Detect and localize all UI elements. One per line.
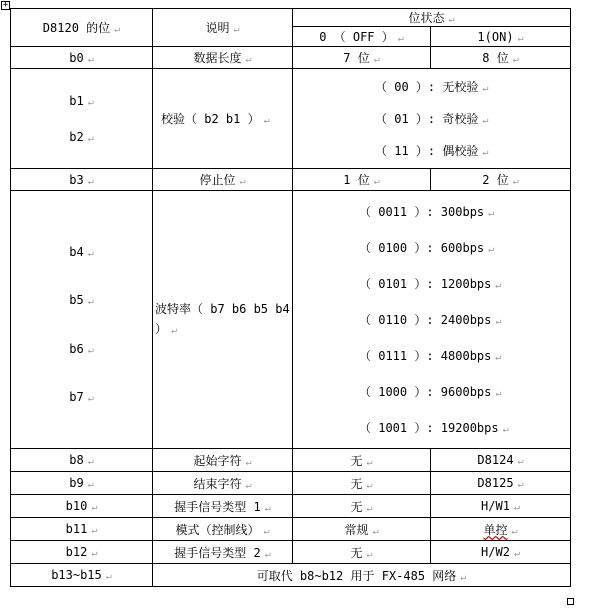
paragraph-mark-icon: ↵: [517, 32, 524, 44]
cell-text: 模式（控制线）: [175, 522, 260, 537]
options-cell: [293, 69, 571, 169]
cell-text: b3: [69, 172, 84, 187]
paragraph-mark-icon: ↵: [495, 280, 502, 291]
header-bit: [11, 9, 153, 47]
zero-cell: [293, 495, 431, 518]
table-row: [11, 541, 571, 564]
cell-text: 常规: [344, 522, 369, 537]
cell-text: b8: [69, 453, 84, 467]
desc-cell: [153, 449, 293, 472]
cell-text: H/W2: [481, 545, 510, 559]
paragraph-mark-icon: ↵: [245, 54, 252, 65]
bit-cell: [11, 191, 153, 449]
cell-text: （ 0101 ）: 1200bps: [359, 277, 492, 291]
paragraph-mark-icon: ↵: [91, 502, 98, 513]
cell-text: b6: [69, 341, 84, 356]
desc-cell: [153, 541, 293, 564]
table-row: [11, 449, 571, 472]
paragraph-mark-icon: ↵: [373, 176, 380, 187]
bit-cell: [11, 564, 153, 587]
cell-text: b13~b15: [51, 568, 102, 582]
paragraph-mark-icon: ↵: [263, 115, 270, 126]
paragraph-mark-icon: ↵: [513, 502, 520, 513]
paragraph-mark-icon: ↵: [373, 54, 380, 65]
header-desc: [153, 9, 293, 47]
header-state: [293, 9, 571, 27]
cell-text: 8 位: [482, 51, 509, 65]
desc-cell: [153, 191, 293, 449]
one-cell: [431, 169, 571, 191]
table-row: [11, 472, 571, 495]
cell-text: 2 位: [482, 173, 509, 187]
cell-text: （ 1000 ）: 9600bps: [359, 385, 492, 399]
options-cell: [293, 191, 571, 449]
paragraph-mark-icon: ↵: [87, 393, 94, 405]
paragraph-mark-icon: ↵: [495, 316, 502, 327]
paragraph-mark-icon: ↵: [488, 208, 495, 219]
header-one: [431, 27, 571, 47]
desc-cell: [153, 518, 293, 541]
one-cell: [431, 541, 571, 564]
cell-text: 校验（ b2 b1 ）: [161, 112, 260, 126]
cell-text: 无: [350, 476, 363, 491]
paragraph-mark-icon: ↵: [512, 54, 519, 65]
paragraph-mark-icon: ↵: [366, 548, 373, 560]
table-row: [11, 191, 571, 449]
desc-cell: [153, 47, 293, 69]
one-cell: [431, 472, 571, 495]
cell-text: 7 位: [343, 51, 370, 65]
cell-text: 停止位: [199, 173, 236, 187]
zero-cell: [293, 169, 431, 191]
paragraph-mark-icon: ↵: [482, 83, 489, 94]
paragraph-mark-icon: ↵: [460, 571, 467, 583]
table-row: [11, 69, 571, 169]
paragraph-mark-icon: ↵: [105, 571, 112, 582]
paragraph-mark-icon: ↵: [87, 175, 94, 187]
cell-text: b7: [69, 390, 84, 405]
zero-cell: [293, 47, 431, 69]
cell-text: 1 位: [343, 173, 370, 187]
bit-cell: [11, 495, 153, 518]
table-row: [11, 47, 571, 69]
cell-text: D8125: [477, 476, 514, 490]
paragraph-mark-icon: ↵: [87, 296, 94, 308]
paragraph-mark-icon: ↵: [263, 525, 270, 537]
bit-cell: [11, 169, 153, 191]
cell-text: 1(ON): [477, 29, 514, 44]
cell-text: （ 11 ）: 偶校验: [375, 144, 479, 158]
cell-text: 位状态: [408, 11, 445, 25]
table-resize-handle[interactable]: [567, 598, 574, 605]
paragraph-mark-icon: ↵: [87, 456, 94, 467]
paragraph-mark-icon: ↵: [87, 247, 94, 259]
cell-text: b4: [69, 244, 84, 259]
header-zero: [293, 27, 431, 47]
cell-text: 无: [350, 499, 363, 514]
cell-text: 说明: [205, 21, 230, 35]
cell-text: 结束字符: [193, 476, 242, 491]
paragraph-mark-icon: ↵: [233, 24, 240, 35]
merged-cell: [153, 564, 571, 587]
table-row: [11, 169, 571, 191]
one-cell: [431, 47, 571, 69]
desc-cell: [153, 69, 293, 169]
paragraph-mark-icon: ↵: [511, 525, 518, 537]
paragraph-mark-icon: ↵: [495, 388, 502, 399]
cell-text: D8124: [477, 453, 514, 467]
cell-text: （ 1001 ）: 19200bps: [359, 421, 499, 435]
cell-text: 数据长度: [193, 51, 242, 65]
cell-text: （ 00 ）: 无校验: [375, 80, 479, 94]
paragraph-mark-icon: ↵: [87, 132, 94, 144]
bit-cell: [11, 69, 153, 169]
cell-text: 波特率（ b7 b6 b5 b4 ）: [155, 301, 290, 336]
one-cell: [431, 495, 571, 518]
cell-text: b12: [65, 545, 88, 559]
bit-cell: [11, 47, 153, 69]
paragraph-mark-icon: ↵: [488, 244, 495, 255]
desc-cell: [153, 169, 293, 191]
paragraph-mark-icon: ↵: [448, 14, 455, 25]
table-move-handle[interactable]: +: [2, 0, 9, 10]
paragraph-mark-icon: ↵: [495, 352, 502, 363]
paragraph-mark-icon: ↵: [366, 502, 373, 514]
cell-text: 握手信号类型 2: [174, 545, 261, 560]
paragraph-mark-icon: ↵: [366, 456, 373, 468]
bit-cell: [11, 541, 153, 564]
d8120-bit-table: [10, 8, 571, 587]
cell-text: b0: [69, 50, 84, 65]
table-row: [11, 564, 571, 587]
cell-text: 可取代 b8~b12 用于 FX-485 网络: [256, 568, 457, 583]
paragraph-mark-icon: ↵: [264, 548, 271, 560]
paragraph-mark-icon: ↵: [513, 548, 520, 559]
zero-cell: [293, 518, 431, 541]
one-cell: [431, 518, 571, 541]
cell-text: b2: [69, 129, 84, 144]
bit-cell: [11, 449, 153, 472]
paragraph-mark-icon: ↵: [264, 502, 271, 514]
paragraph-mark-icon: ↵: [87, 479, 94, 490]
paragraph-mark-icon: ↵: [87, 96, 94, 108]
paragraph-mark-icon: ↵: [517, 456, 524, 467]
paragraph-mark-icon: ↵: [482, 147, 489, 158]
cell-text: （ 0111 ）: 4800bps: [359, 349, 492, 363]
paragraph-mark-icon: ↵: [366, 479, 373, 491]
cell-text: H/W1: [481, 499, 510, 513]
cell-text: （ 0100 ）: 600bps: [359, 241, 485, 255]
paragraph-mark-icon: ↵: [87, 53, 94, 65]
paragraph-mark-icon: ↵: [517, 479, 524, 490]
bit-cell: [11, 472, 153, 495]
cell-text: b9: [69, 476, 84, 490]
paragraph-mark-icon: ↵: [239, 176, 246, 187]
cell-text: 0 （ OFF ）: [319, 30, 394, 44]
paragraph-mark-icon: ↵: [91, 548, 98, 559]
cell-text: 起始字符: [193, 453, 242, 468]
cell-text: （ 01 ）: 奇校验: [375, 112, 479, 126]
cell-text: b5: [69, 293, 84, 308]
cell-text: 单控: [483, 522, 508, 537]
zero-cell: [293, 472, 431, 495]
table-row: [11, 518, 571, 541]
cell-text: b1: [69, 93, 84, 108]
bit-cell: [11, 518, 153, 541]
zero-cell: [293, 449, 431, 472]
paragraph-mark-icon: ↵: [245, 456, 252, 468]
paragraph-mark-icon: ↵: [502, 424, 509, 435]
desc-cell: [153, 495, 293, 518]
cell-text: 无: [350, 453, 363, 468]
cell-text: 无: [350, 545, 363, 560]
zero-cell: [293, 541, 431, 564]
one-cell: [431, 449, 571, 472]
cell-text: b10: [65, 499, 88, 513]
paragraph-mark-icon: ↵: [114, 24, 121, 35]
table-row: [11, 495, 571, 518]
paragraph-mark-icon: ↵: [482, 115, 489, 126]
cell-text: （ 0110 ）: 2400bps: [359, 313, 492, 327]
paragraph-mark-icon: ↵: [91, 525, 98, 536]
paragraph-mark-icon: ↵: [512, 176, 519, 187]
cell-text: D8120 的位: [42, 21, 111, 35]
paragraph-mark-icon: ↵: [87, 344, 94, 356]
paragraph-mark-icon: ↵: [171, 324, 178, 336]
paragraph-mark-icon: ↵: [372, 525, 379, 537]
cell-text: （ 0011 ）: 300bps: [359, 205, 485, 219]
paragraph-mark-icon: ↵: [397, 33, 404, 44]
cell-text: b11: [65, 522, 88, 536]
desc-cell: [153, 472, 293, 495]
cell-text: 握手信号类型 1: [174, 499, 261, 514]
paragraph-mark-icon: ↵: [245, 479, 252, 491]
